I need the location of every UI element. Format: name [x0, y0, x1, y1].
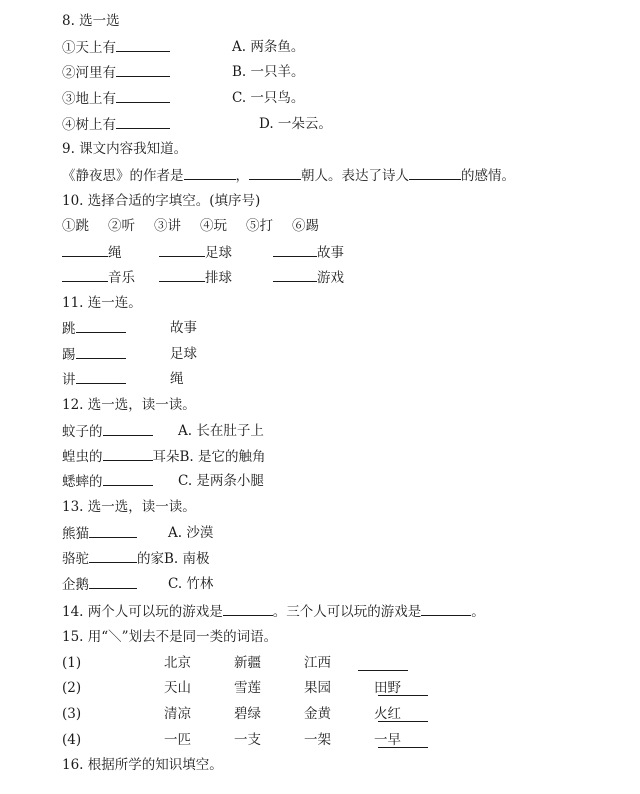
q10-word: 排球 — [205, 270, 232, 286]
answer-blank[interactable] — [62, 268, 108, 282]
answer-blank[interactable] — [116, 63, 170, 77]
q15-row-num: (3) — [62, 706, 82, 722]
q10-option: ④玩 — [200, 218, 227, 234]
q15-word: 碧绿 — [234, 706, 261, 722]
answer-blank[interactable] — [378, 682, 428, 696]
answer-blank[interactable] — [273, 268, 317, 282]
q10-blank-3 — [273, 243, 344, 262]
q10-word: 故事 — [317, 245, 344, 261]
answer-blank[interactable] — [116, 38, 170, 52]
q10-blank-1 — [62, 243, 122, 262]
q11-left-1 — [62, 319, 126, 338]
q9-text: ， — [235, 168, 249, 184]
q11-word: 跳 — [62, 321, 76, 337]
q8-item-label: ②河里有 — [62, 65, 116, 81]
q15-word: 田野 — [374, 680, 401, 696]
q14-text: 。 — [471, 604, 485, 620]
q10-blank-6 — [273, 268, 344, 287]
q12-row-2 — [62, 447, 266, 466]
q15-title: 15. 用“＼”划去不是同一类的词语。 — [62, 629, 278, 645]
answer-blank[interactable] — [62, 243, 108, 257]
q10-options — [62, 217, 319, 235]
q15-word: 一支 — [234, 732, 261, 748]
q11-left-3 — [62, 370, 126, 389]
answer-blank[interactable] — [103, 447, 153, 461]
q13-title: 13. 选一选，读一读。 — [62, 499, 196, 515]
q15-word: 雪莲 — [234, 680, 261, 696]
q13-option-b: B. 南极 — [164, 551, 210, 567]
answer-blank[interactable] — [421, 602, 471, 616]
q10-option: ⑥踢 — [292, 218, 319, 234]
q9-sentence — [62, 166, 515, 185]
q15-word: 天山 — [164, 680, 191, 696]
answer-blank[interactable] — [184, 166, 236, 180]
q13-word: 熊猫 — [62, 526, 89, 542]
q15-word: 新疆 — [234, 655, 261, 671]
answer-blank[interactable] — [159, 268, 205, 282]
q15-word: 清凉 — [164, 706, 191, 722]
q10-blank-4 — [62, 268, 135, 287]
q15-row-4 — [62, 731, 401, 749]
q14-text: 14. 两个人可以玩的游戏是 — [62, 604, 223, 620]
q11-right-2: 足球 — [170, 346, 197, 362]
q12-row-1 — [62, 422, 153, 441]
q15-word: 一架 — [304, 732, 331, 748]
q14-sentence — [62, 602, 485, 621]
q9-title: 9. 课文内容我知道。 — [62, 141, 188, 157]
answer-blank[interactable] — [273, 243, 317, 257]
q8-item-3 — [62, 89, 170, 108]
q8-option-a: A. 两条鱼。 — [232, 39, 305, 55]
answer-blank[interactable] — [103, 422, 153, 436]
q12-word: 蝗虫的 — [62, 449, 103, 465]
q12-row-3 — [62, 472, 153, 491]
answer-blank[interactable] — [76, 345, 126, 359]
q10-title: 10. 选择合适的字填空。(填序号) — [62, 193, 261, 209]
q15-word: 果园 — [304, 680, 331, 696]
q11-left-2 — [62, 345, 126, 364]
q13-option-a: A. 沙漠 — [168, 525, 214, 541]
q15-word: 北京 — [164, 655, 191, 671]
q8-option-b: B. 一只羊。 — [232, 64, 305, 80]
q15-row-num: (1) — [62, 655, 82, 671]
answer-blank[interactable] — [89, 524, 137, 538]
answer-blank[interactable] — [378, 708, 428, 722]
answer-blank[interactable] — [409, 166, 461, 180]
q9-text: 的感情。 — [461, 168, 515, 184]
q13-word: 企鹅 — [62, 577, 89, 593]
q8-option-c: C. 一只鸟。 — [232, 90, 305, 106]
q15-word: 金黄 — [304, 706, 331, 722]
q10-word: 绳 — [108, 245, 122, 261]
q13-word: 骆驼 — [62, 551, 89, 567]
q12-word: 蚊子的 — [62, 424, 103, 440]
answer-blank[interactable] — [378, 734, 428, 748]
q9-text: 朝人。表达了诗人 — [301, 168, 409, 184]
q13-row-2 — [62, 549, 210, 568]
q15-word: 一早 — [374, 732, 401, 748]
answer-blank[interactable] — [89, 549, 137, 563]
q8-item-2 — [62, 63, 170, 82]
q11-word: 讲 — [62, 372, 76, 388]
q11-right-1: 故事 — [170, 320, 197, 336]
q12-option-b: B. 是它的触角 — [179, 449, 266, 465]
answer-blank[interactable] — [103, 472, 153, 486]
q10-option: ②听 — [108, 218, 135, 234]
q11-right-3: 绳 — [170, 371, 184, 387]
q8-item-label: ④树上有 — [62, 117, 116, 133]
q15-word: 江西 — [304, 655, 331, 671]
answer-blank[interactable] — [76, 370, 126, 384]
q9-text: 《静夜思》的作者是 — [62, 168, 184, 184]
q8-item-label: ①天上有 — [62, 40, 116, 56]
answer-blank[interactable] — [76, 319, 126, 333]
q12-title: 12. 选一选，读一读。 — [62, 397, 196, 413]
q8-option-d: D. 一朵云。 — [259, 116, 332, 132]
answer-blank[interactable] — [249, 166, 301, 180]
q15-row-num: (4) — [62, 732, 82, 748]
q12-option-a: A. 长在肚子上 — [178, 423, 264, 439]
q12-word: 蟋蟀的 — [62, 474, 103, 490]
q10-blank-2 — [159, 243, 232, 262]
q15-word: 火红 — [374, 706, 401, 722]
q12-option-c: C. 是两条小腿 — [178, 473, 264, 489]
q11-title: 11. 连一连。 — [62, 295, 142, 311]
q8-item-label: ③地上有 — [62, 91, 116, 107]
q10-word: 音乐 — [108, 270, 135, 286]
q10-option: ③讲 — [154, 218, 181, 234]
answer-blank[interactable] — [159, 243, 205, 257]
q13-row-1 — [62, 524, 137, 543]
answer-blank[interactable] — [116, 115, 170, 129]
answer-blank[interactable] — [358, 657, 408, 671]
q15-row-num: (2) — [62, 680, 82, 696]
q11-word: 踢 — [62, 347, 76, 363]
q13-option-c: C. 竹林 — [168, 576, 214, 592]
q10-option: ⑤打 — [246, 218, 273, 234]
answer-blank[interactable] — [116, 89, 170, 103]
q10-word: 游戏 — [317, 270, 344, 286]
answer-blank[interactable] — [223, 602, 273, 616]
q8-title: 8. 选一选 — [62, 13, 120, 29]
q13-row-3 — [62, 575, 137, 594]
q10-option: ①跳 — [62, 218, 89, 234]
q15-row-3 — [62, 705, 401, 723]
q13-mid: 的家 — [137, 551, 164, 567]
q10-blank-5 — [159, 268, 232, 287]
q10-word: 足球 — [205, 245, 232, 261]
q14-text: 。三个人可以玩的游戏是 — [272, 604, 422, 620]
q8-item-4 — [62, 115, 170, 134]
q16-title: 16. 根据所学的知识填空。 — [62, 757, 223, 773]
q12-mid: 耳朵 — [152, 449, 180, 465]
q15-row-1 — [62, 654, 331, 672]
q15-word: 一匹 — [164, 732, 191, 748]
q8-item-1 — [62, 38, 170, 57]
q15-row-2 — [62, 679, 401, 697]
answer-blank[interactable] — [89, 575, 137, 589]
